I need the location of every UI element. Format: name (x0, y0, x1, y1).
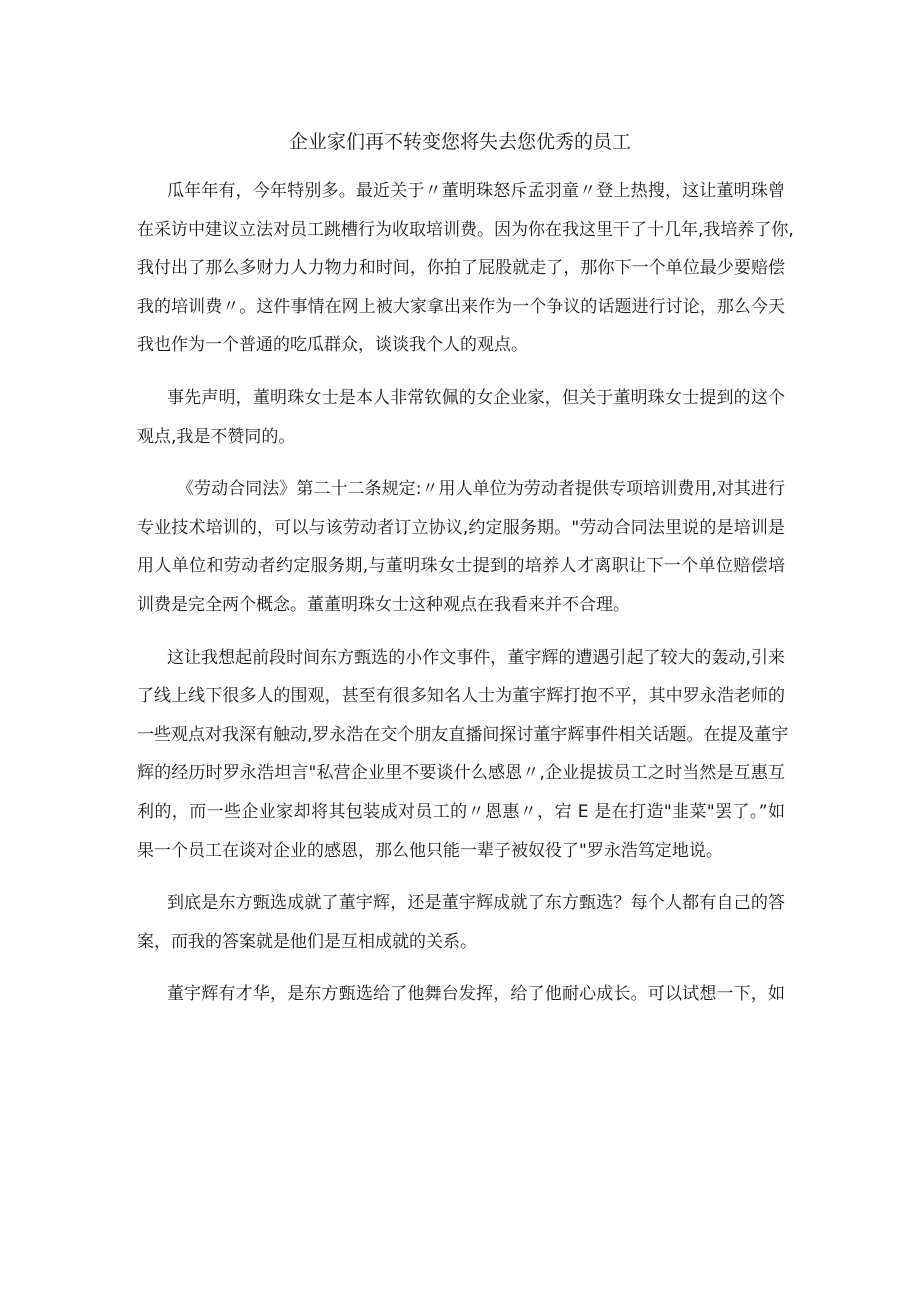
text-line: 我也作为一个普通的吃瓜群众，谈谈我个人的观点。 (137, 335, 528, 356)
text-line: 案，而我的答案就是他们是互相成就的关系。 (137, 931, 477, 952)
text-line: 我付出了那么多财力人力物力和时间，你拍了屁股就走了，那你下一个单位最少要赔偿 (137, 258, 785, 279)
text-line: 在采访中建议立法对员工跳槽行为收取培训费。因为你在我这里干了十几年,我培养了你, (137, 219, 794, 240)
text-line: 《劳动合同法》第二十二条规定:〃用人单位为劳动者提供专项培训费用,对其进行 (177, 479, 785, 500)
document-title: 企业家们再不转变您将失去您优秀的员工 (288, 131, 631, 153)
text-line: 利的，而一些企业家却将其包装成对员工的〃恩惠〃，宕 E 是在打造"韭菜"罢了。”如 (137, 801, 785, 822)
paragraph-3 (137, 470, 785, 624)
text-line: 这让我想起前段时间东方甄选的小作文事件，董宇辉的遭遇引起了较大的轰动,引来 (167, 647, 785, 668)
text-line: 事先声明，董明珠女士是本人非常钦佩的女企业家，但关于董明珠女士提到的这个 (167, 387, 785, 408)
text-line: 瓜年年有，今年特别多。最近关于〃董明珠怒斥孟羽童〃登上热搜，这让董明珠曾 (167, 181, 785, 201)
text-line: 用人单位和劳动者约定服务期,与董明珠女士提到的培养人才离职让下一个单位赔偿培 (137, 556, 785, 577)
text-line: 辉的经历时罗永浩坦言"私营企业里不要谈什么感恩〃,企业提拔员工之时当然是互惠互 (137, 763, 785, 784)
text-line: 专业技术培训的，可以与该劳动者订立协议,约定服务期。"劳动合同法里说的是培训是 (137, 517, 785, 538)
text-line: 到底是东方甄选成就了董宇辉，还是董宇辉成就了东方甄选？每个人都有自己的答 (167, 893, 785, 914)
paragraph-1 (137, 172, 794, 365)
text-line: 观点,我是不赞同的。 (137, 426, 296, 447)
document-body (137, 172, 794, 1028)
text-line: 董宇辉有才华，是东方甄选给了他舞台发挥，给了他耐心成长。可以试想一下，如 (167, 984, 785, 1005)
text-line: 了线上线下很多人的围观，甚至有很多知名人士为董宇辉打抱不平，其中罗永浩老师的 (137, 686, 785, 707)
text-line: 一些观点对我深有触动,罗永浩在交个朋友直播间探讨董宇辉事件相关话题。在提及董宇 (137, 724, 789, 745)
paragraph-2 (137, 379, 785, 456)
text-line: 我的培训费〃。这件事情在网上被大家拿出来作为一个争议的话题进行讨论，那么今天 (137, 296, 785, 317)
text-line: 果一个员工在谈对企业的感恩，那么他只能一辈子被奴役了"罗永浩笃定地说。 (137, 840, 723, 861)
paragraph-5 (137, 884, 785, 961)
paragraph-6 (137, 975, 785, 1014)
paragraph-4 (137, 639, 789, 871)
text-line: 训费是完全两个概念。董董明珠女士这种观点在我看来并不合理。 (137, 594, 630, 615)
